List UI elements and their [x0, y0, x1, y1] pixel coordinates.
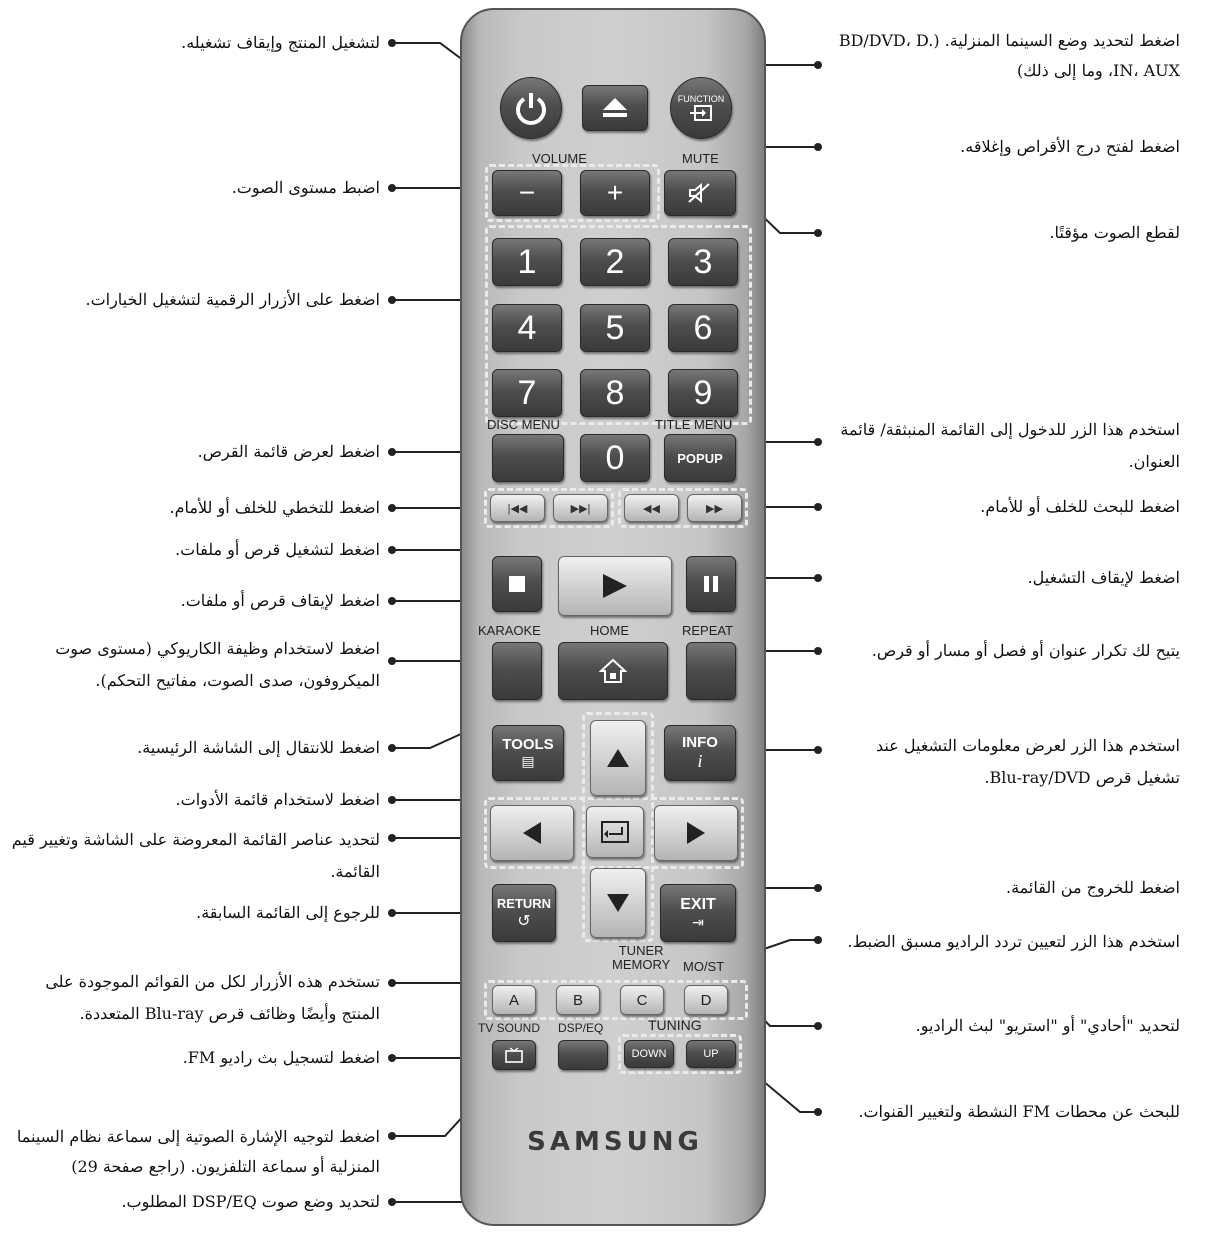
enter-button[interactable]: [586, 806, 644, 858]
dsp-eq-label: DSP/EQ: [558, 1021, 604, 1035]
home-button[interactable]: [558, 642, 668, 700]
dsp-eq-button[interactable]: [558, 1040, 608, 1070]
home-icon: [599, 658, 627, 684]
play-button[interactable]: [558, 556, 672, 616]
number-button-5[interactable]: 5: [580, 304, 650, 352]
label-play: اضغط لتشغيل قرص أو ملفات.: [175, 540, 380, 559]
karaoke-button[interactable]: [492, 642, 542, 700]
skip-forward-button[interactable]: [553, 494, 608, 522]
return-label: RETURN: [496, 895, 552, 911]
fast-forward-button[interactable]: [687, 494, 742, 522]
tv-icon: [505, 1047, 523, 1063]
disc-menu-label: DISC MENU: [487, 417, 560, 432]
b-button[interactable]: B: [556, 985, 600, 1015]
label-function: اضغط لتحديد وضع السينما المنزلية. (BD/DVD، D. IN، AUX، وما إلى ذلك): [838, 31, 1180, 80]
tuning-down-button[interactable]: DOWN: [624, 1040, 674, 1068]
mute-label: MUTE: [682, 151, 719, 166]
skip-back-button[interactable]: [490, 494, 545, 522]
stop-icon: [509, 576, 525, 592]
up-button[interactable]: [590, 720, 646, 796]
stop-button[interactable]: [492, 556, 542, 612]
left-button[interactable]: [490, 805, 574, 861]
rewind-icon: ◀◀: [643, 502, 660, 515]
power-icon: [513, 90, 549, 126]
exit-label: EXIT: [680, 895, 716, 913]
right-arrow-icon: [686, 821, 706, 845]
exit-icon: ⇥: [692, 913, 704, 930]
label-search: اضغط للبحث للخلف أو للأمام.: [980, 497, 1180, 516]
tuning-up-button[interactable]: UP: [686, 1040, 736, 1068]
pause-icon: [703, 575, 719, 593]
mute-button[interactable]: [664, 170, 736, 216]
exit-button[interactable]: [660, 884, 736, 942]
label-volume: اضبط مستوى الصوت.: [231, 178, 380, 197]
return-button[interactable]: [492, 884, 556, 942]
number-button-6[interactable]: 6: [668, 304, 738, 352]
label-tuner-record: اضغط لتسجيل بث راديو FM.: [182, 1048, 380, 1067]
number-button-0[interactable]: 0: [580, 434, 650, 482]
home-label: HOME: [590, 623, 629, 638]
label-power: لتشغيل المنتج وإيقاف تشغيله.: [181, 33, 380, 52]
brand-logo: SAMSUNG: [527, 1127, 703, 1157]
label-skip: اضغط للتخطي للخلف أو للأمام.: [169, 498, 380, 517]
label-popup: استخدم هذا الزر للدخول إلى القائمة المنبثقة/ قائمة العنوان.: [840, 420, 1180, 471]
volume-down-button[interactable]: −: [492, 170, 562, 216]
number-button-7[interactable]: 7: [492, 369, 562, 417]
number-button-8[interactable]: 8: [580, 369, 650, 417]
number-button-3[interactable]: 3: [668, 238, 738, 286]
skip-back-icon: |◀◀: [507, 502, 528, 515]
function-label: FUNCTION: [677, 94, 725, 104]
label-exit: اضغط للخروج من القائمة.: [1006, 878, 1180, 897]
label-info: استخدم هذا الزر لعرض معلومات التشغيل عند تشغيل قرص Blu-ray/DVD.: [876, 736, 1180, 787]
label-mo-st: لتحديد "أحادي" أو "استريو" لبث الراديو.: [915, 1016, 1180, 1035]
tuning-label: TUNING: [648, 1017, 702, 1033]
up-arrow-icon: [606, 748, 630, 768]
fast-forward-icon: ▶▶: [706, 502, 723, 515]
label-tuning: للبحث عن محطات FM النشطة ولتغيير القنوات.: [858, 1102, 1180, 1121]
enter-icon: [600, 820, 630, 844]
label-tuner-memory: استخدم هذا الزر لتعيين تردد الراديو مسبق الضبط.: [847, 932, 1180, 951]
tools-label: TOOLS: [502, 736, 554, 753]
label-tools: اضغط لاستخدام قائمة الأدوات.: [175, 790, 380, 809]
label-pause: اضغط لإيقاف التشغيل.: [1027, 568, 1180, 587]
left-arrow-icon: [522, 821, 542, 845]
label-stop: اضغط لإيقاف قرص أو ملفات.: [180, 591, 380, 610]
d-button[interactable]: D: [684, 985, 728, 1015]
function-input-icon: [689, 104, 713, 122]
label-karaoke: اضغط لاستخدام وظيفة الكاريوكي (مستوى صوت الميكروفون، صدى الصوت، مفاتيح التحكم).: [55, 639, 380, 690]
tools-button[interactable]: [492, 725, 564, 781]
label-tv-sound: اضغط لتوجيه الإشارة الصوتية إلى سماعة نظام السينما المنزلية أو سماعة التلفزيون. (راجع صفحة 29): [16, 1127, 380, 1176]
rewind-button[interactable]: [624, 494, 679, 522]
label-navigation: لتحديد عناصر القائمة المعروضة على الشاشة وتغيير قيم القائمة.: [11, 830, 380, 881]
info-label: INFO: [682, 734, 718, 751]
tv-sound-button[interactable]: [492, 1040, 536, 1070]
volume-up-button[interactable]: +: [580, 170, 650, 216]
label-home: اضغط للانتقال إلى الشاشة الرئيسية.: [137, 738, 380, 757]
karaoke-label: KARAOKE: [478, 623, 541, 638]
tools-icon: ▤: [521, 753, 535, 769]
return-icon: ↺: [517, 912, 531, 930]
repeat-button[interactable]: [686, 642, 736, 700]
eject-button[interactable]: [582, 85, 648, 131]
disc-menu-button[interactable]: [492, 434, 564, 482]
label-eject: اضغط لفتح درج الأقراص وإغلاقه.: [960, 137, 1180, 156]
popup-button[interactable]: POPUP: [664, 434, 736, 482]
number-button-2[interactable]: 2: [580, 238, 650, 286]
eject-icon: [602, 97, 628, 119]
c-button[interactable]: C: [620, 985, 664, 1015]
tv-sound-label: TV SOUND: [478, 1021, 541, 1035]
label-mute: لقطع الصوت مؤقتًا.: [1049, 223, 1180, 242]
info-button[interactable]: [664, 725, 736, 781]
title-menu-label: TITLE MENU: [655, 417, 733, 432]
down-arrow-icon: [606, 893, 630, 913]
number-button-9[interactable]: 9: [668, 369, 738, 417]
label-abcd: تستخدم هذه الأزرار لكل من القوائم الموجودة على المنتج وأيضًا وظائف قرص Blu-ray المتعددة.: [45, 972, 380, 1023]
pause-button[interactable]: [686, 556, 736, 612]
repeat-label: REPEAT: [682, 623, 734, 638]
label-dsp-eq: لتحديد وضع صوت DSP/EQ المطلوب.: [121, 1192, 380, 1211]
tuner-memory-label: TUNER MEMORY: [612, 943, 671, 972]
power-button[interactable]: [500, 77, 562, 139]
number-button-4[interactable]: 4: [492, 304, 562, 352]
volume-label: VOLUME: [532, 151, 587, 166]
right-button[interactable]: [654, 805, 738, 861]
label-repeat: يتيح لك تكرار عنوان أو فصل أو مسار أو قرص.: [871, 641, 1180, 660]
play-icon: [601, 573, 629, 599]
mute-icon: [687, 182, 713, 204]
label-disc-menu: اضغط لعرض قائمة القرص.: [197, 442, 380, 461]
info-i-label: i: [697, 751, 703, 771]
function-button[interactable]: [670, 77, 732, 139]
skip-forward-icon: ▶▶|: [570, 502, 591, 515]
label-number-buttons: اضغط على الأزرار الرقمية لتشغيل الخيارات.: [85, 290, 380, 309]
down-button[interactable]: [590, 868, 646, 938]
a-button[interactable]: A: [492, 985, 536, 1015]
label-return: للرجوع إلى القائمة السابقة.: [196, 903, 380, 922]
mo-st-label: MO/ST: [683, 959, 725, 974]
number-button-1[interactable]: 1: [492, 238, 562, 286]
